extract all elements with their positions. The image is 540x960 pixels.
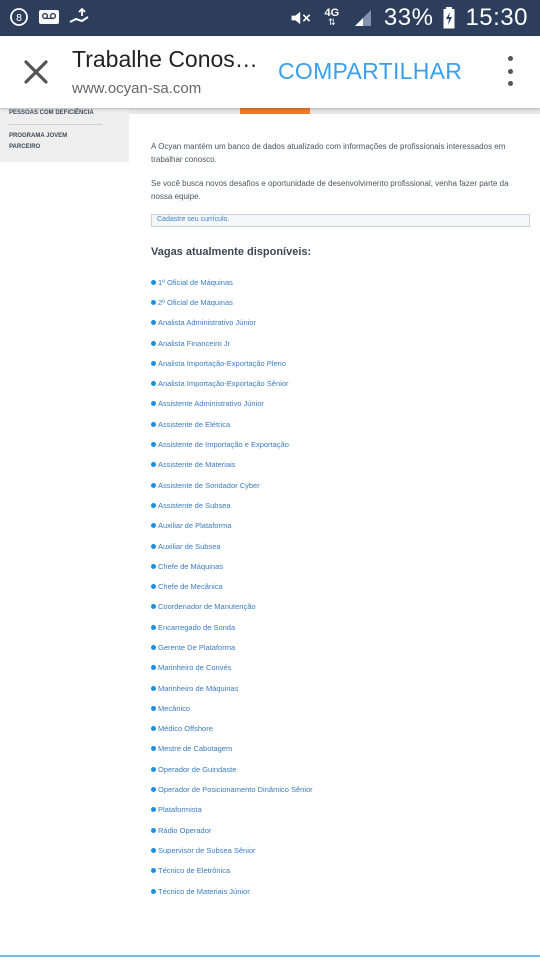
status-bar [0,0,540,36]
battery-percent: 33% [383,4,434,31]
job-list-item [151,881,531,901]
job-list-item [151,394,531,414]
job-list-item [151,637,531,657]
svg-text:8: 8 [15,13,23,24]
job-list-item [151,861,531,881]
job-link[interactable]: Analista Importação-Exportação Pleno [158,358,286,368]
bullet-icon [151,564,156,569]
bullet-icon [151,320,156,325]
bullet-icon [151,422,156,427]
signal-icon [352,7,374,29]
bullet-icon [151,787,156,792]
bullet-icon [151,523,156,528]
job-link[interactable]: Médico Offshore [158,724,213,734]
job-link[interactable]: Auxiliar de Plataforma [158,521,232,531]
bullet-icon [151,726,156,731]
job-link[interactable]: Chefe de Máquinas [158,561,224,571]
job-list-item [151,333,531,353]
job-list-item [151,820,531,840]
job-list-item [151,455,531,475]
job-list-item [151,353,531,373]
job-list-item [151,434,531,454]
job-link[interactable]: Marinheiro de Máquinas [158,683,239,693]
cv-link-box[interactable] [151,214,530,227]
job-list-item [151,475,531,495]
page-banner [129,108,540,114]
job-list-item [151,800,531,820]
bullet-icon [151,686,156,691]
vagas-heading: Vagas atualmente disponíveis: [151,246,312,258]
whatsapp-icon [8,6,30,28]
bullet-icon [151,848,156,853]
bullet-icon [151,300,156,305]
bullet-icon [151,706,156,711]
bullet-icon [151,503,156,508]
job-list-item [151,597,531,617]
bullet-icon [151,604,156,609]
job-link[interactable]: Operador de Posicionamento Dinâmico Sênior [158,785,313,795]
job-link[interactable]: Auxiliar de Subsea [158,541,221,551]
bullet-icon [151,462,156,467]
job-link[interactable]: Assistente de Subsea [158,500,231,510]
custom-tab-toolbar [0,36,540,108]
job-link[interactable]: Plataformista [158,805,202,815]
job-link[interactable]: Analista Financeiro Jr [158,338,231,348]
bullet-icon [151,889,156,894]
bullet-icon [151,868,156,873]
more-vert-icon[interactable] [504,56,516,86]
bullet-icon [151,665,156,670]
job-list [151,272,531,901]
job-list-item [151,313,531,333]
job-list-item [151,536,531,556]
bullet-icon [151,746,156,751]
intro-paragraph-1: A Ocyan mantém um banco de dados atualizado com informações de profissionais interessados em trabalhar conosco. [151,142,506,164]
job-list-item [151,292,531,312]
job-link[interactable]: 1º Oficial de Máquinas [158,277,233,287]
job-link[interactable]: Rádio Operador [158,825,212,835]
sidebar-item-pessoas-com-deficiencia[interactable]: PESSOAS COM DEFICIÊNCIA [9,110,94,116]
job-link[interactable]: Mecânico [158,703,191,713]
bullet-icon [151,361,156,366]
cv-link[interactable]: Cadastre seu currículo. [157,216,230,223]
sidebar [0,108,129,162]
bullet-icon [151,645,156,650]
job-list-item [151,576,531,596]
job-list-item [151,719,531,739]
job-link[interactable]: Gerente De Plataforma [158,642,236,652]
job-link[interactable]: Técnico de Materiais Júnior [158,886,250,896]
job-list-item [151,516,531,536]
bullet-icon [151,381,156,386]
bullet-icon [151,625,156,630]
job-list-item [151,678,531,698]
intro-paragraph-2: Se você busca novos desafios e oportunidade de desenvolvimento profissional, venha fazer parte da nossa equipe. [151,179,509,201]
banner-image [240,108,310,114]
bullet-icon [151,483,156,488]
bullet-icon [151,584,156,589]
clock: 15:30 [465,4,528,31]
bullet-icon [151,544,156,549]
battery-charging-icon [443,7,455,29]
hand-upload-icon [68,6,90,28]
job-link[interactable]: Técnico de Eletrônica [158,866,231,876]
job-list-item [151,272,531,292]
page-title: Trabalhe Conos… [72,46,258,72]
job-list-item [151,779,531,799]
share-button[interactable]: COMPARTILHAR [278,58,463,84]
job-link[interactable]: Chefe de Mecânica [158,582,223,592]
job-list-item [151,759,531,779]
job-link[interactable]: Assistente de Importação e Exportação [158,440,289,450]
bullet-icon [151,442,156,447]
job-link[interactable]: Operador de Guindaste [158,764,237,774]
job-link[interactable]: Encarregado de Sonda [158,622,236,632]
job-list-item [151,414,531,434]
job-link[interactable]: Assistente de Sondador Cyber [158,480,260,490]
job-list-item [151,698,531,718]
job-link[interactable]: Assistente de Materiais [158,460,236,470]
page-bottom-border [0,955,540,957]
bullet-icon [151,807,156,812]
intro-text [151,140,531,203]
job-link[interactable]: Assistente Administrativo Júnior [158,399,264,409]
job-link[interactable]: Marinheiro de Convés [158,663,232,673]
bullet-icon [151,401,156,406]
bullet-icon [151,341,156,346]
job-list-item [151,495,531,515]
sidebar-divider [9,124,102,125]
mute-icon [290,7,312,29]
job-link[interactable]: Analista Importação-Exportação Sênior [158,379,289,389]
job-list-item [151,658,531,678]
job-list-item [151,739,531,759]
bullet-icon [151,828,156,833]
job-list-item [151,840,531,860]
close-icon[interactable] [20,54,52,90]
voicemail-icon [38,6,60,28]
job-link[interactable]: Mestre de Cabotagem [158,744,233,754]
sidebar-item-programa-jovem-parceiro[interactable]: PROGRAMA JOVEM PARCEIRO [9,133,68,150]
job-link[interactable]: Supervisor de Subsea Sênior [158,845,256,855]
network-4g-icon: 4G ⇅ [324,7,340,28]
job-link[interactable]: Coordenador de Manutenção [158,602,256,612]
job-list-item [151,556,531,576]
bullet-icon [151,767,156,772]
bullet-icon [151,280,156,285]
page-url: www.ocyan-sa.com [72,80,202,97]
job-list-item [151,373,531,393]
job-list-item [151,617,531,637]
job-link[interactable]: 2º Oficial de Máquinas [158,297,233,307]
job-link[interactable]: Assistente de Elétrica [158,419,231,429]
job-link[interactable]: Analista Administrativo Júnior [158,318,256,328]
